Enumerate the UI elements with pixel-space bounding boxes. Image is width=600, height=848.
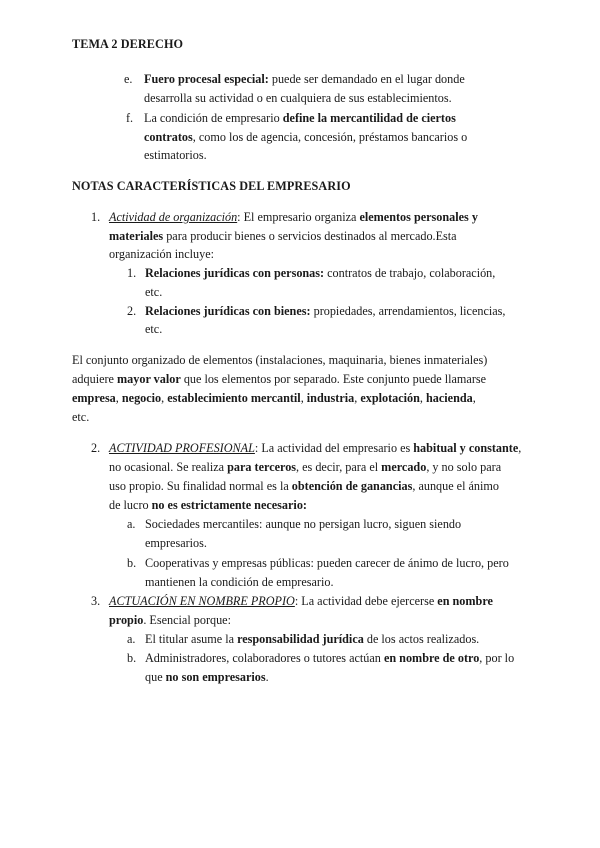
item-f-line-2 [144,128,467,146]
sub-marker-2: 2. [127,304,137,318]
item-f-text: La condición de empresario [144,111,283,125]
list-marker-e: e. [124,72,133,86]
sub-2-line-2: etc. [145,322,163,336]
item-e-bold: Fuero procesal especial: [144,72,269,86]
item-1-bold-2: materiales [109,229,164,243]
item-1-term: Actividad de organización [109,210,238,224]
list-marker-f: f. [126,111,134,125]
item-1-bold: elementos personales y [359,210,478,224]
sep-3: , [300,391,307,405]
item-1-text-2: para producir bienes o servicios destinados al mercado.Esta [163,229,457,243]
sub-3b-line-1 [145,649,514,667]
item-3-term: ACTUACIÓN EN NOMBRE PROPIO [109,594,295,608]
sub-3b-line-2 [145,668,269,686]
item-3-text: : La actividad debe ejercerse [294,594,438,608]
item-2-bold-2: para terceros [227,460,297,474]
item-f-text-2: , como los de agencia, concesión, préstamos bancarios o [192,130,468,144]
sep-1: , [115,391,122,405]
item-2-text-6: , aunque el ánimo [412,479,499,493]
sub-3a-line-1 [145,630,479,648]
item-2-text-5: uso propio. Su finalidad normal es la [109,479,292,493]
sub-1-line-2: etc. [145,285,163,299]
paragraph-line-2 [72,370,486,388]
item-f-bold: define la mercantilidad de ciertos [282,111,456,125]
sub-2b-line-1: Cooperativas y empresas públicas: pueden carecer de ánimo de lucro, pero [145,556,509,570]
term-explotacion: explotación [360,391,420,405]
sep-6: , [472,391,476,405]
sub-3b-bold: en nombre de otro [383,651,480,665]
sep-4: , [354,391,361,405]
item-1-text: : El empresario organiza [237,210,360,224]
paragraph-line-1: El conjunto organizado de elementos (instalaciones, maquinaria, bienes inmateriales) [72,353,488,367]
sub-marker-3a: a. [127,632,136,646]
paragraph-bold: mayor valor [117,372,181,386]
sub-3b-text: Administradores, colaboradores o tutores actúan [145,651,384,665]
sep-5: , [419,391,426,405]
paragraph-text: adquiere [72,372,118,386]
sub-2a-line-1: Sociedades mercantiles: aunque no persigan lucro, siguen siendo [145,517,462,531]
item-2-bold-3: mercado [381,460,427,474]
term-establecimiento: establecimiento mercantil [167,391,301,405]
item-e-line-2: desarrolla su actividad o en cualquiera de sus establecimientos. [144,91,452,105]
sub-3b-end: . [265,670,269,684]
sub-1-line-1 [145,264,495,282]
item-2-end: , [518,441,522,455]
item-2-text-4: , y no solo para [426,460,502,474]
sub-marker-3b: b. [127,651,137,665]
sub-3a-text: El titular asume la [145,632,238,646]
item-f-bold-2: contratos [144,130,193,144]
item-2-line-1 [109,439,521,457]
item-f-line-1 [144,109,456,127]
item-1-line-2 [109,227,457,245]
item-2-text-2: no ocasional. Se realiza [109,460,228,474]
item-3-line-2 [109,611,231,629]
item-2-text: : La actividad del empresario es [254,441,414,455]
item-3-bold-2: propio [109,613,144,627]
item-2-bold: habitual y constante [413,441,519,455]
term-empresa: empresa [72,391,116,405]
item-2-text-7: de lucro [109,498,152,512]
item-1-line-3: organización incluye: [109,247,215,261]
item-f-line-3: estimatorios. [144,148,207,162]
item-2-bold-5: no es estrictamente necesario: [151,498,307,512]
sub-2-line-1 [145,302,505,320]
sub-2-bold: Relaciones jurídicas con bienes: [145,304,311,318]
sub-marker-1: 1. [127,266,137,280]
paragraph-text-2: que los elementos por separado. Este conjunto puede llamarse [180,372,487,386]
term-hacienda: hacienda [426,391,473,405]
item-1-line-1 [109,208,478,226]
item-e-line-1 [144,70,465,88]
item-3-text-2: . Esencial porque: [143,613,231,627]
item-2-text-3: , es decir, para el [296,460,382,474]
sub-marker-2a: a. [127,517,136,531]
item-2-term: ACTIVIDAD PROFESIONAL [109,441,255,455]
list-marker-2: 2. [91,441,101,455]
section-title: NOTAS CARACTERÍSTICAS DEL EMPRESARIO [72,179,351,193]
sub-1-bold: Relaciones jurídicas con personas: [145,266,325,280]
sub-3a-text-2: de los actos realizados. [363,632,480,646]
paragraph-line-4: etc. [72,410,90,424]
item-3-bold: en nombre [437,594,493,608]
item-e-text: puede ser demandado en el lugar donde [268,72,465,86]
document-header: TEMA 2 DERECHO [72,37,184,51]
sub-3b-text-2: , por lo [479,651,515,665]
sub-2-text: propiedades, arrendamientos, licencias, [310,304,506,318]
term-industria: industria [306,391,355,405]
sub-2b-line-2: mantienen la condición de empresario. [145,575,334,589]
paragraph-line-3 [72,389,476,407]
item-2-line-3 [109,477,499,495]
sub-1-text: contratos de trabajo, colaboración, [324,266,496,280]
list-marker-1: 1. [91,210,101,224]
sub-3b-text-3: que [145,670,166,684]
item-2-line-2 [109,458,501,476]
item-2-line-4 [109,496,307,514]
sub-2a-line-2: empresarios. [145,536,207,550]
item-2-bold-4: obtención de ganancias [291,479,413,493]
item-3-line-1 [109,592,493,610]
sep-2: , [161,391,168,405]
term-negocio: negocio [121,391,162,405]
sub-3a-bold: responsabilidad jurídica [237,632,364,646]
sub-marker-2b: b. [127,556,137,570]
list-marker-3: 3. [91,594,101,608]
sub-3b-bold-2: no son empresarios [165,670,266,684]
